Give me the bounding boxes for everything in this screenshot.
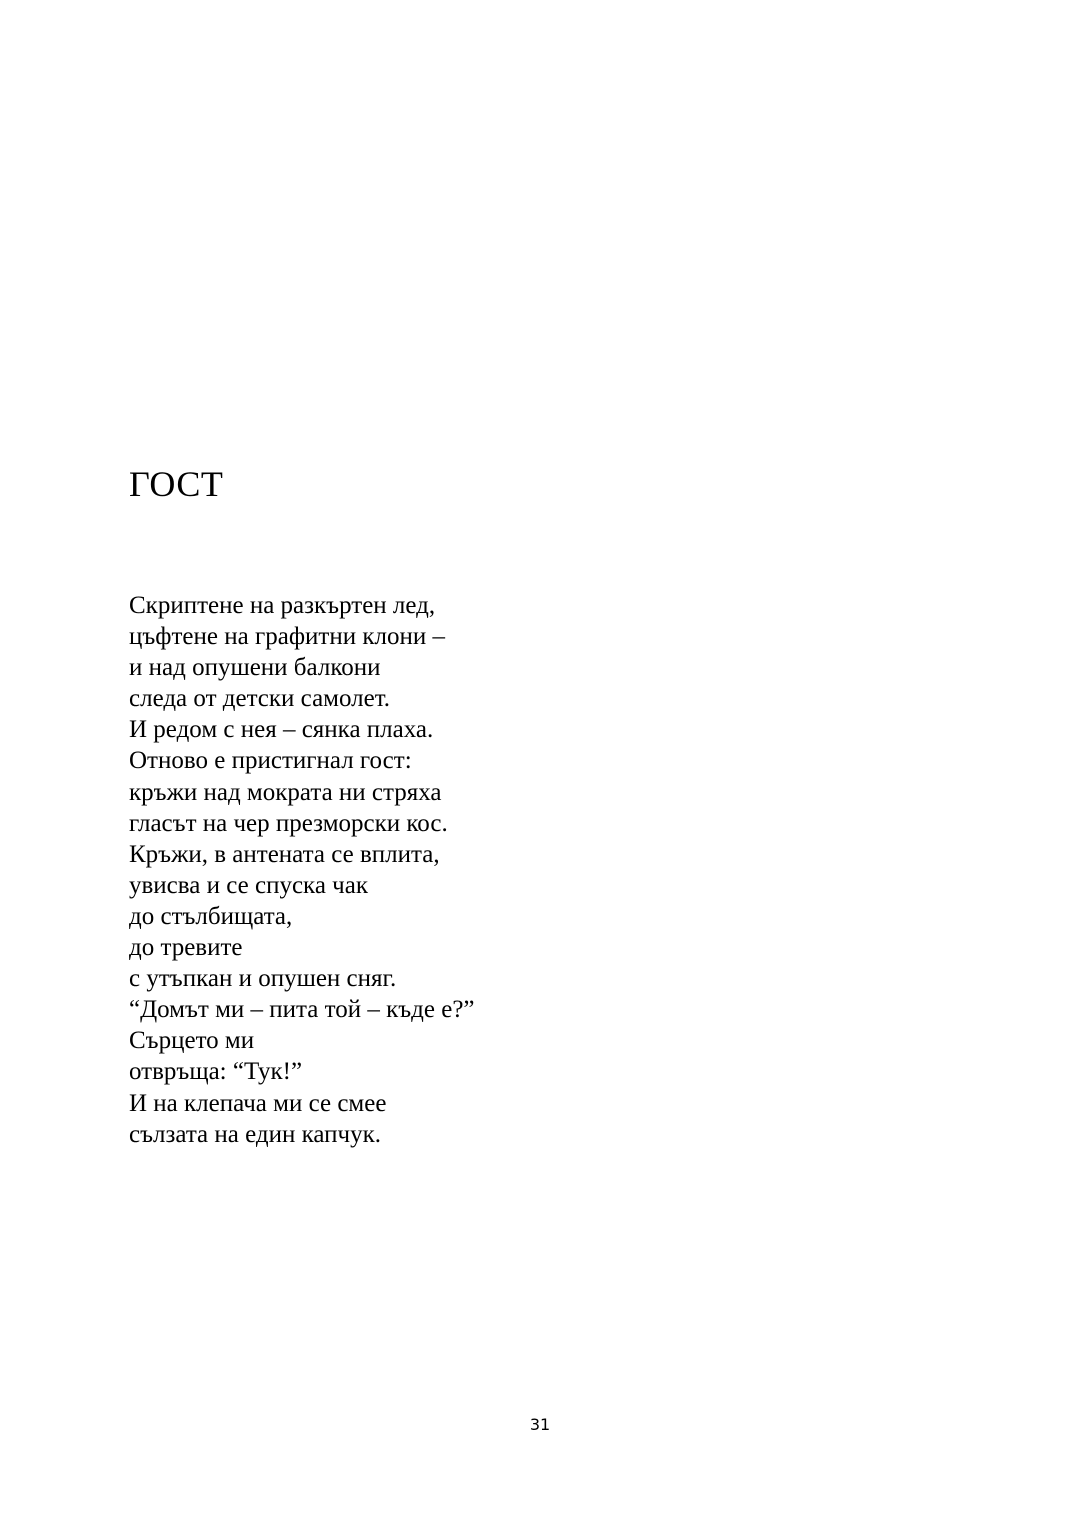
poem-line: следа от детски самолет. (129, 685, 391, 713)
poem-line: и над опушени балкони (129, 654, 381, 682)
poem-line: кръжи над мократа ни стряха (129, 778, 442, 806)
poem-title: ГОСТ (129, 464, 224, 504)
poem-line: до тревите (129, 934, 243, 962)
poem-line: Отново е пристигнал гост: (129, 747, 412, 775)
poem-line: с утъпкан и опушен сняг. (129, 965, 397, 993)
poem-line: “Домът ми – пита той – къде е?” (129, 996, 475, 1024)
poem-line: Кръжи, в антената се вплита, (129, 840, 440, 868)
poem-line: цъфтене на графитни клони – (129, 623, 445, 651)
poem-line: сълзата на един капчук. (129, 1120, 382, 1148)
poem-line: гласът на чер презморски кос. (129, 809, 448, 837)
poem-line: Сърцето ми (129, 1027, 255, 1055)
page-number: 31 (529, 1415, 551, 1434)
poem-line: Скриптене на разкъртен лед, (129, 592, 436, 619)
poem-body (129, 590, 475, 1150)
poem-line: отвръща: “Тук!” (129, 1058, 303, 1086)
poem-line: И на клепача ми се смее (129, 1089, 387, 1117)
poem-line: до стълбищата, (129, 902, 293, 930)
poem-line: И редом с нея – сянка плаха. (129, 716, 434, 744)
poem-line: увисва и се спуска чак (129, 871, 368, 899)
